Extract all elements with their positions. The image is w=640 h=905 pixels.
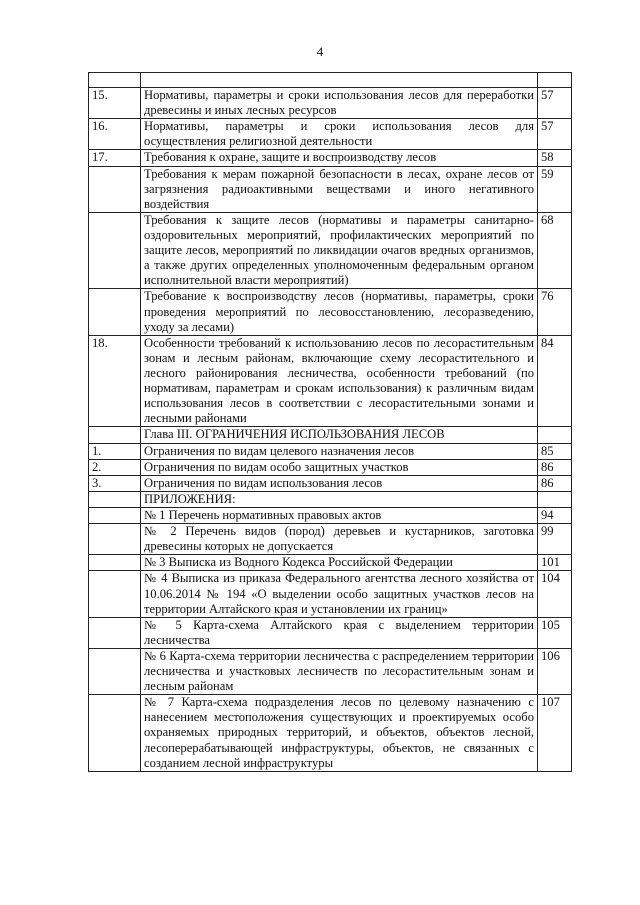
toc-row-number	[89, 617, 141, 648]
toc-row-number	[89, 289, 141, 335]
toc-row-number: 15.	[89, 88, 141, 119]
toc-row-title: № 4 Выписка из приказа Федерального агентства лесного хозяйства от 10.06.2014 № 194 «О выделении особо защитных участков лесов на территории Алтайского края и установлении их границ»	[141, 571, 538, 617]
toc-row-title: № 5 Карта-схема Алтайского края с выделением территории лесничества	[141, 617, 538, 648]
toc-row-title: Требования к охране, защите и воспроизводству лесов	[141, 150, 538, 166]
toc-row-number	[89, 695, 141, 772]
toc-row-title	[141, 73, 538, 88]
toc-row-title: № 7 Карта-схема подразделения лесов по целевому назначению с нанесением местоположения существующих и проектируемых особо охраняемых природных территорий, и объектов, объектов лесной, лесоперерабатывающей инфраструктуры, объектов, не связанных с созданием лесной инфраструктуры	[141, 695, 538, 772]
toc-row-title: Ограничения по видам особо защитных участков	[141, 459, 538, 475]
toc-row	[89, 491, 572, 507]
toc-row-page: 86	[538, 475, 572, 491]
toc-row	[89, 289, 572, 335]
toc-row-number: 16.	[89, 119, 141, 150]
toc-row-page: 68	[538, 212, 572, 289]
toc-row-title: Ограничения по видам использования лесов	[141, 475, 538, 491]
toc-row-title: Требования к мерам пожарной безопасности в лесах, охране лесов от загрязнения радиоактивными веществами и иного негативного воздействия	[141, 166, 538, 212]
toc-row-page: 85	[538, 443, 572, 459]
toc-row-page: 105	[538, 617, 572, 648]
toc-row-title: Требование к воспроизводству лесов (нормативы, параметры, сроки проведения мероприятий по лесовосстановлению, лесоразведению, уходу за лесами)	[141, 289, 538, 335]
toc-row-page: 101	[538, 555, 572, 571]
toc-row	[89, 88, 572, 119]
toc-row-title: № 2 Перечень видов (пород) деревьев и кустарников, заготовка древесины которых не допускается	[141, 524, 538, 555]
toc-row-number: 3.	[89, 475, 141, 491]
page-number: 4	[316, 44, 324, 59]
toc-row-number	[89, 212, 141, 289]
toc-row-number	[89, 524, 141, 555]
toc-row-title: Требования к защите лесов (нормативы и параметры санитарно-оздоровительных мероприятий, профилактических мероприятий по защите лесов, мероприятий по ликвидации очагов вредных организмов, а также других определенных уполномоченным федеральным органом исполнительной власти мероприятий)	[141, 212, 538, 289]
toc-row	[89, 555, 572, 571]
toc-row-page	[538, 427, 572, 443]
toc-row-title: Ограничения по видам целевого назначения лесов	[141, 443, 538, 459]
toc-row-page: 58	[538, 150, 572, 166]
toc-row-number	[89, 648, 141, 694]
toc-row-page: 76	[538, 289, 572, 335]
toc-row-title: Глава III. ОГРАНИЧЕНИЯ ИСПОЛЬЗОВАНИЯ ЛЕСОВ	[141, 427, 538, 443]
toc-row-number	[89, 166, 141, 212]
toc-row	[89, 166, 572, 212]
toc-row-title: Особенности требований к использованию лесов по лесорастительным зонам и лесным районам, включающие схему лесорастительного и лесного районирования лесничества, особенности требований (по нормативам, параметрам и срокам использования) к различным видам использования лесов в соответствии с лесорастительными зонами и лесными районами	[141, 335, 538, 427]
toc-row-page: 104	[538, 571, 572, 617]
toc-row	[89, 617, 572, 648]
toc-row-page: 59	[538, 166, 572, 212]
toc-row-page: 86	[538, 459, 572, 475]
toc-row-number	[89, 491, 141, 507]
toc-row-title: Нормативы, параметры и сроки использования лесов для осуществления религиозной деятельности	[141, 119, 538, 150]
toc-row	[89, 212, 572, 289]
toc-row-number: 2.	[89, 459, 141, 475]
toc-row-title: № 6 Карта-схема территории лесничества с распределением территории лесничества и участковых лесничеств по лесорастительным зонам и лесным районам	[141, 648, 538, 694]
toc-row-page: 107	[538, 695, 572, 772]
toc-row-title: ПРИЛОЖЕНИЯ:	[141, 491, 538, 507]
toc-row-title: № 3 Выписка из Водного Кодекса Российской Федерации	[141, 555, 538, 571]
toc-row	[89, 335, 572, 427]
toc-row-page: 57	[538, 88, 572, 119]
toc-row	[89, 475, 572, 491]
toc-row	[89, 648, 572, 694]
toc-row-page	[538, 491, 572, 507]
toc-row	[89, 427, 572, 443]
toc-row-number	[89, 507, 141, 523]
toc-row-title: № 1 Перечень нормативных правовых актов	[141, 507, 538, 523]
toc-row-number: 1.	[89, 443, 141, 459]
toc-row	[89, 150, 572, 166]
toc-row-number: 17.	[89, 150, 141, 166]
toc-body	[89, 73, 572, 772]
toc-row-number	[89, 73, 141, 88]
toc-row-page	[538, 73, 572, 88]
toc-row	[89, 524, 572, 555]
table-of-contents	[88, 72, 572, 772]
toc-row	[89, 459, 572, 475]
toc-row	[89, 73, 572, 88]
toc-row-page: 94	[538, 507, 572, 523]
toc-row	[89, 571, 572, 617]
toc-row-number	[89, 555, 141, 571]
toc-row	[89, 507, 572, 523]
toc-row-page: 99	[538, 524, 572, 555]
toc-row-page: 57	[538, 119, 572, 150]
toc-row	[89, 119, 572, 150]
toc-row	[89, 443, 572, 459]
toc-row	[89, 695, 572, 772]
toc-row-number	[89, 427, 141, 443]
toc-row-page: 106	[538, 648, 572, 694]
toc-row-page: 84	[538, 335, 572, 427]
toc-row-number	[89, 571, 141, 617]
toc-row-title: Нормативы, параметры и сроки использования лесов для переработки древесины и иных лесных ресурсов	[141, 88, 538, 119]
toc-row-number: 18.	[89, 335, 141, 427]
